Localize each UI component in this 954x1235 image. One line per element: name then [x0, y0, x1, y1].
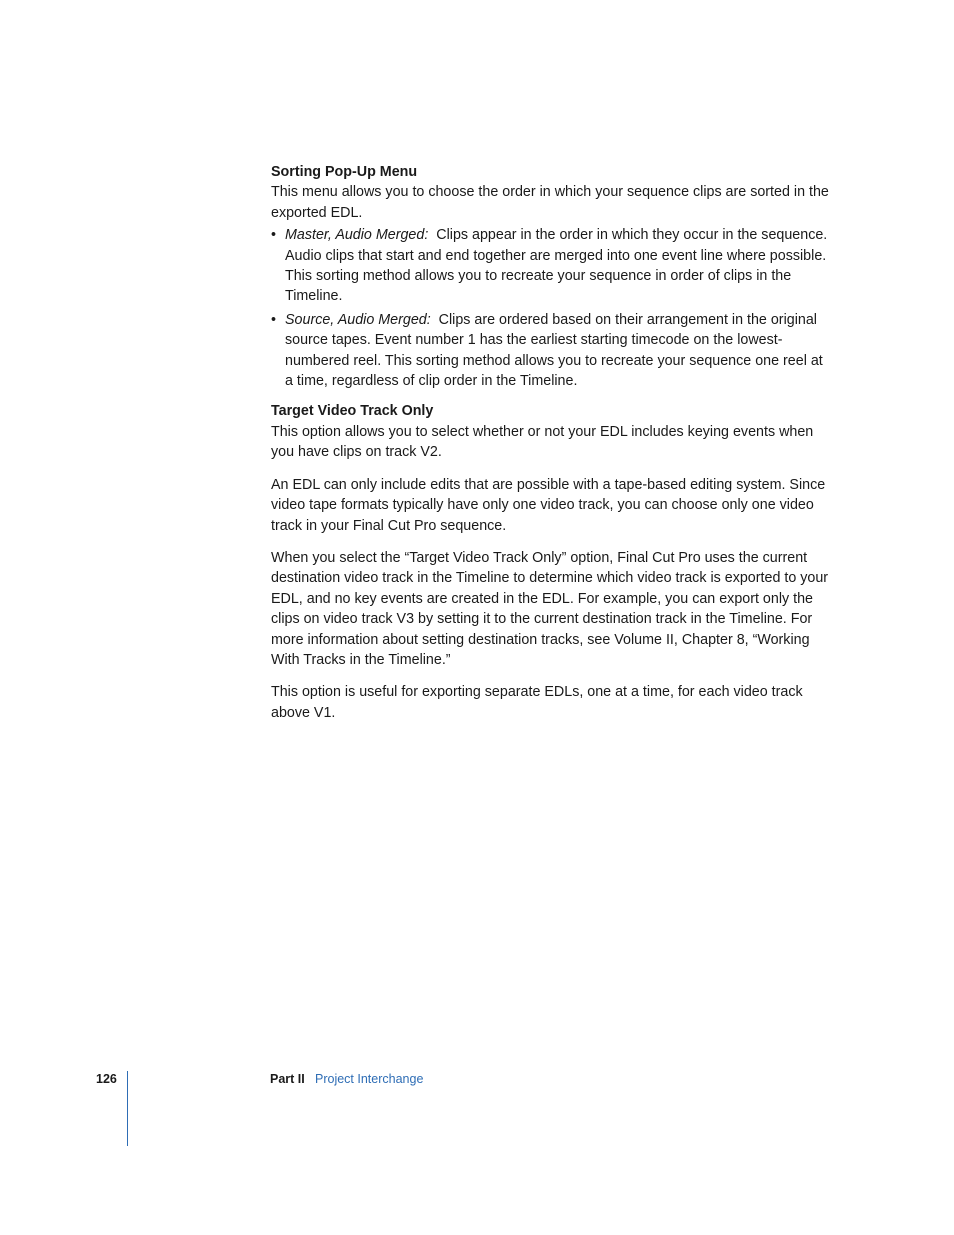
paragraph: An EDL can only include edits that are possible with a tape-based editing system. Since video tape formats typically have only one video track, you can choose only one video track in your Final Cut Pro sequence.: [271, 476, 826, 534]
option-term: Master, Audio Merged:: [285, 227, 429, 244]
option-term: Source, Audio Merged:: [285, 311, 431, 328]
paragraph: When you select the “Target Video Track Only” option, Final Cut Pro uses the current destination video track in the Timeline to determine which video track is exported to your EDL, and no key events are created in the EDL. For example, you can export only the clips on video track V3 by setting it to the current destination track in the Timeline. For more information about setting destination tracks, see Volume II, Chapter 8, “Working With Tracks in the Timeline.”: [271, 549, 829, 668]
page-number: 126: [96, 1072, 117, 1086]
option-description: Clips are ordered based on their arrangement in the original source tapes. Event number 1 has the earliest starting timecode on the lowest-numbered reel. This sorting method allows you to recreate your sequence one reel at a time, regardless of clip order in the Timeline.: [285, 311, 823, 390]
sorting-options-list: [271, 225, 831, 391]
footer-part-label: Part II: [270, 1072, 305, 1086]
list-item: [271, 225, 831, 307]
section-heading-sorting: Sorting Pop-Up Menu: [271, 164, 418, 180]
footer-divider: [127, 1071, 128, 1146]
section-heading-target-video: Target Video Track Only: [271, 403, 434, 420]
paragraph: This option is useful for exporting separate EDLs, one at a time, for each video track above V1.: [271, 684, 803, 721]
footer-part-title: Project Interchange: [315, 1072, 424, 1086]
sorting-intro: This menu allows you to choose the order in which your sequence clips are sorted in the exported EDL.: [271, 184, 829, 221]
paragraph: This option allows you to select whether or not your EDL includes keying events when you have clips on track V2.: [271, 423, 814, 461]
list-item: [271, 310, 831, 392]
page-body: [271, 162, 831, 723]
bullet-glyph: •: [271, 311, 277, 328]
option-description: Clips appear in the order in which they occur in the sequence. Audio clips that start and end together are merged into one event line where possible. This sorting method allows you to recreate your sequence in order of clips in the Timeline.: [285, 227, 828, 305]
bullet-glyph: •: [271, 227, 277, 244]
